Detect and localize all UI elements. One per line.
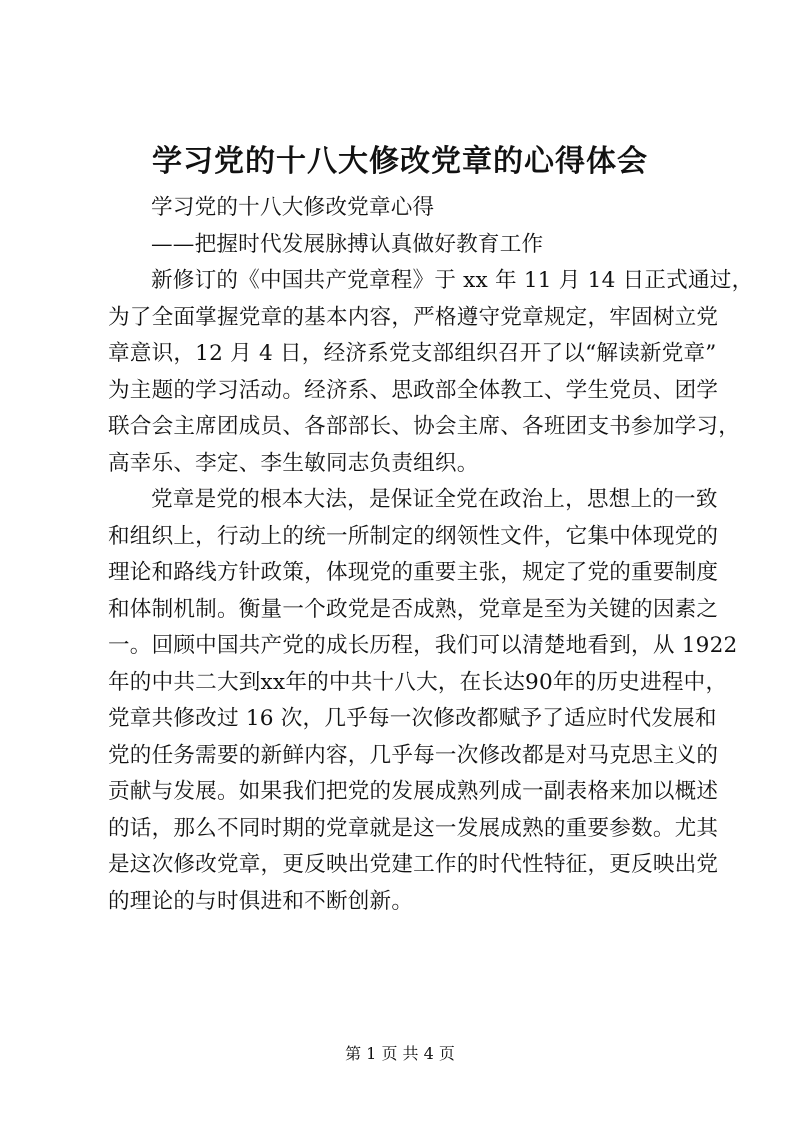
paragraph-line: 新修订的《中国共产党章程》于 xx 年 11 月 14 日正式通过， xyxy=(151,268,754,293)
paragraph-line: 为了全面掌握党章的基本内容，严格遵守党章规定，牢固树立党 xyxy=(108,304,719,330)
paragraph-line: 章意识，12 月 4 日，经济系党支部组织召开了以“解读新党章” xyxy=(108,341,717,366)
document-body xyxy=(108,190,754,920)
paragraph-line: 党章是党的根本大法，是保证全党在政治上，思想上的一致 xyxy=(151,487,718,512)
paragraph-line: 高幸乐、李定、李生敏同志负责组织。 xyxy=(108,450,479,476)
paragraph-line: 党的任务需要的新鲜内容，几乎每一次修改都是对马克思主义的 xyxy=(108,742,719,768)
paragraph-line: 联合会主席团成员、各部部长、协会主席、各班团支书参加学习， xyxy=(108,414,741,439)
paragraph-line: 的理论的与时俱进和不断创新。 xyxy=(108,888,414,914)
paragraph-line: 一。回顾中国共产党的成长历程，我们可以清楚地看到，从 1922 xyxy=(108,633,738,658)
paragraph-line: 贡献与发展。如果我们把党的发展成熟列成一副表格来加以概述 xyxy=(108,779,719,804)
paragraph-line: 和体制机制。衡量一个政党是否成熟，党章是至为关键的因素之 xyxy=(108,596,719,622)
paragraph-2 xyxy=(108,482,738,920)
paragraph-line: 和组织上，行动上的统一所制定的纲领性文件，它集中体现党的 xyxy=(108,523,719,549)
paragraph-1 xyxy=(108,263,754,482)
document-tagline: ——把握时代发展脉搏认真做好教育工作 xyxy=(151,231,544,257)
paragraph-line: 是这次修改党章，更反映出党建工作的时代性特征，更反映出党 xyxy=(108,852,719,877)
paragraph-line: 为主题的学习活动。经济系、思政部全体教工、学生党员、团学 xyxy=(108,377,719,403)
page-footer: 第 1 页 共 4 页 xyxy=(345,1044,455,1063)
paragraph-line: 理论和路线方针政策，体现党的重要主张，规定了党的重要制度 xyxy=(108,560,719,585)
paragraph-line: 的话，那么不同时期的党章就是这一发展成熟的重要参数。尤其 xyxy=(108,815,719,841)
paragraph-line: 党章共修改过 16 次，几乎每一次修改都赋予了适应时代发展和 xyxy=(108,706,717,731)
document-title: 学习党的十八大修改党章的心得体会 xyxy=(152,144,648,179)
paragraph-line: 年的中共二大到xx年的中共十八大，在长达90年的历史进程中， xyxy=(108,669,728,695)
document-subtitle: 学习党的十八大修改党章心得 xyxy=(151,195,435,220)
